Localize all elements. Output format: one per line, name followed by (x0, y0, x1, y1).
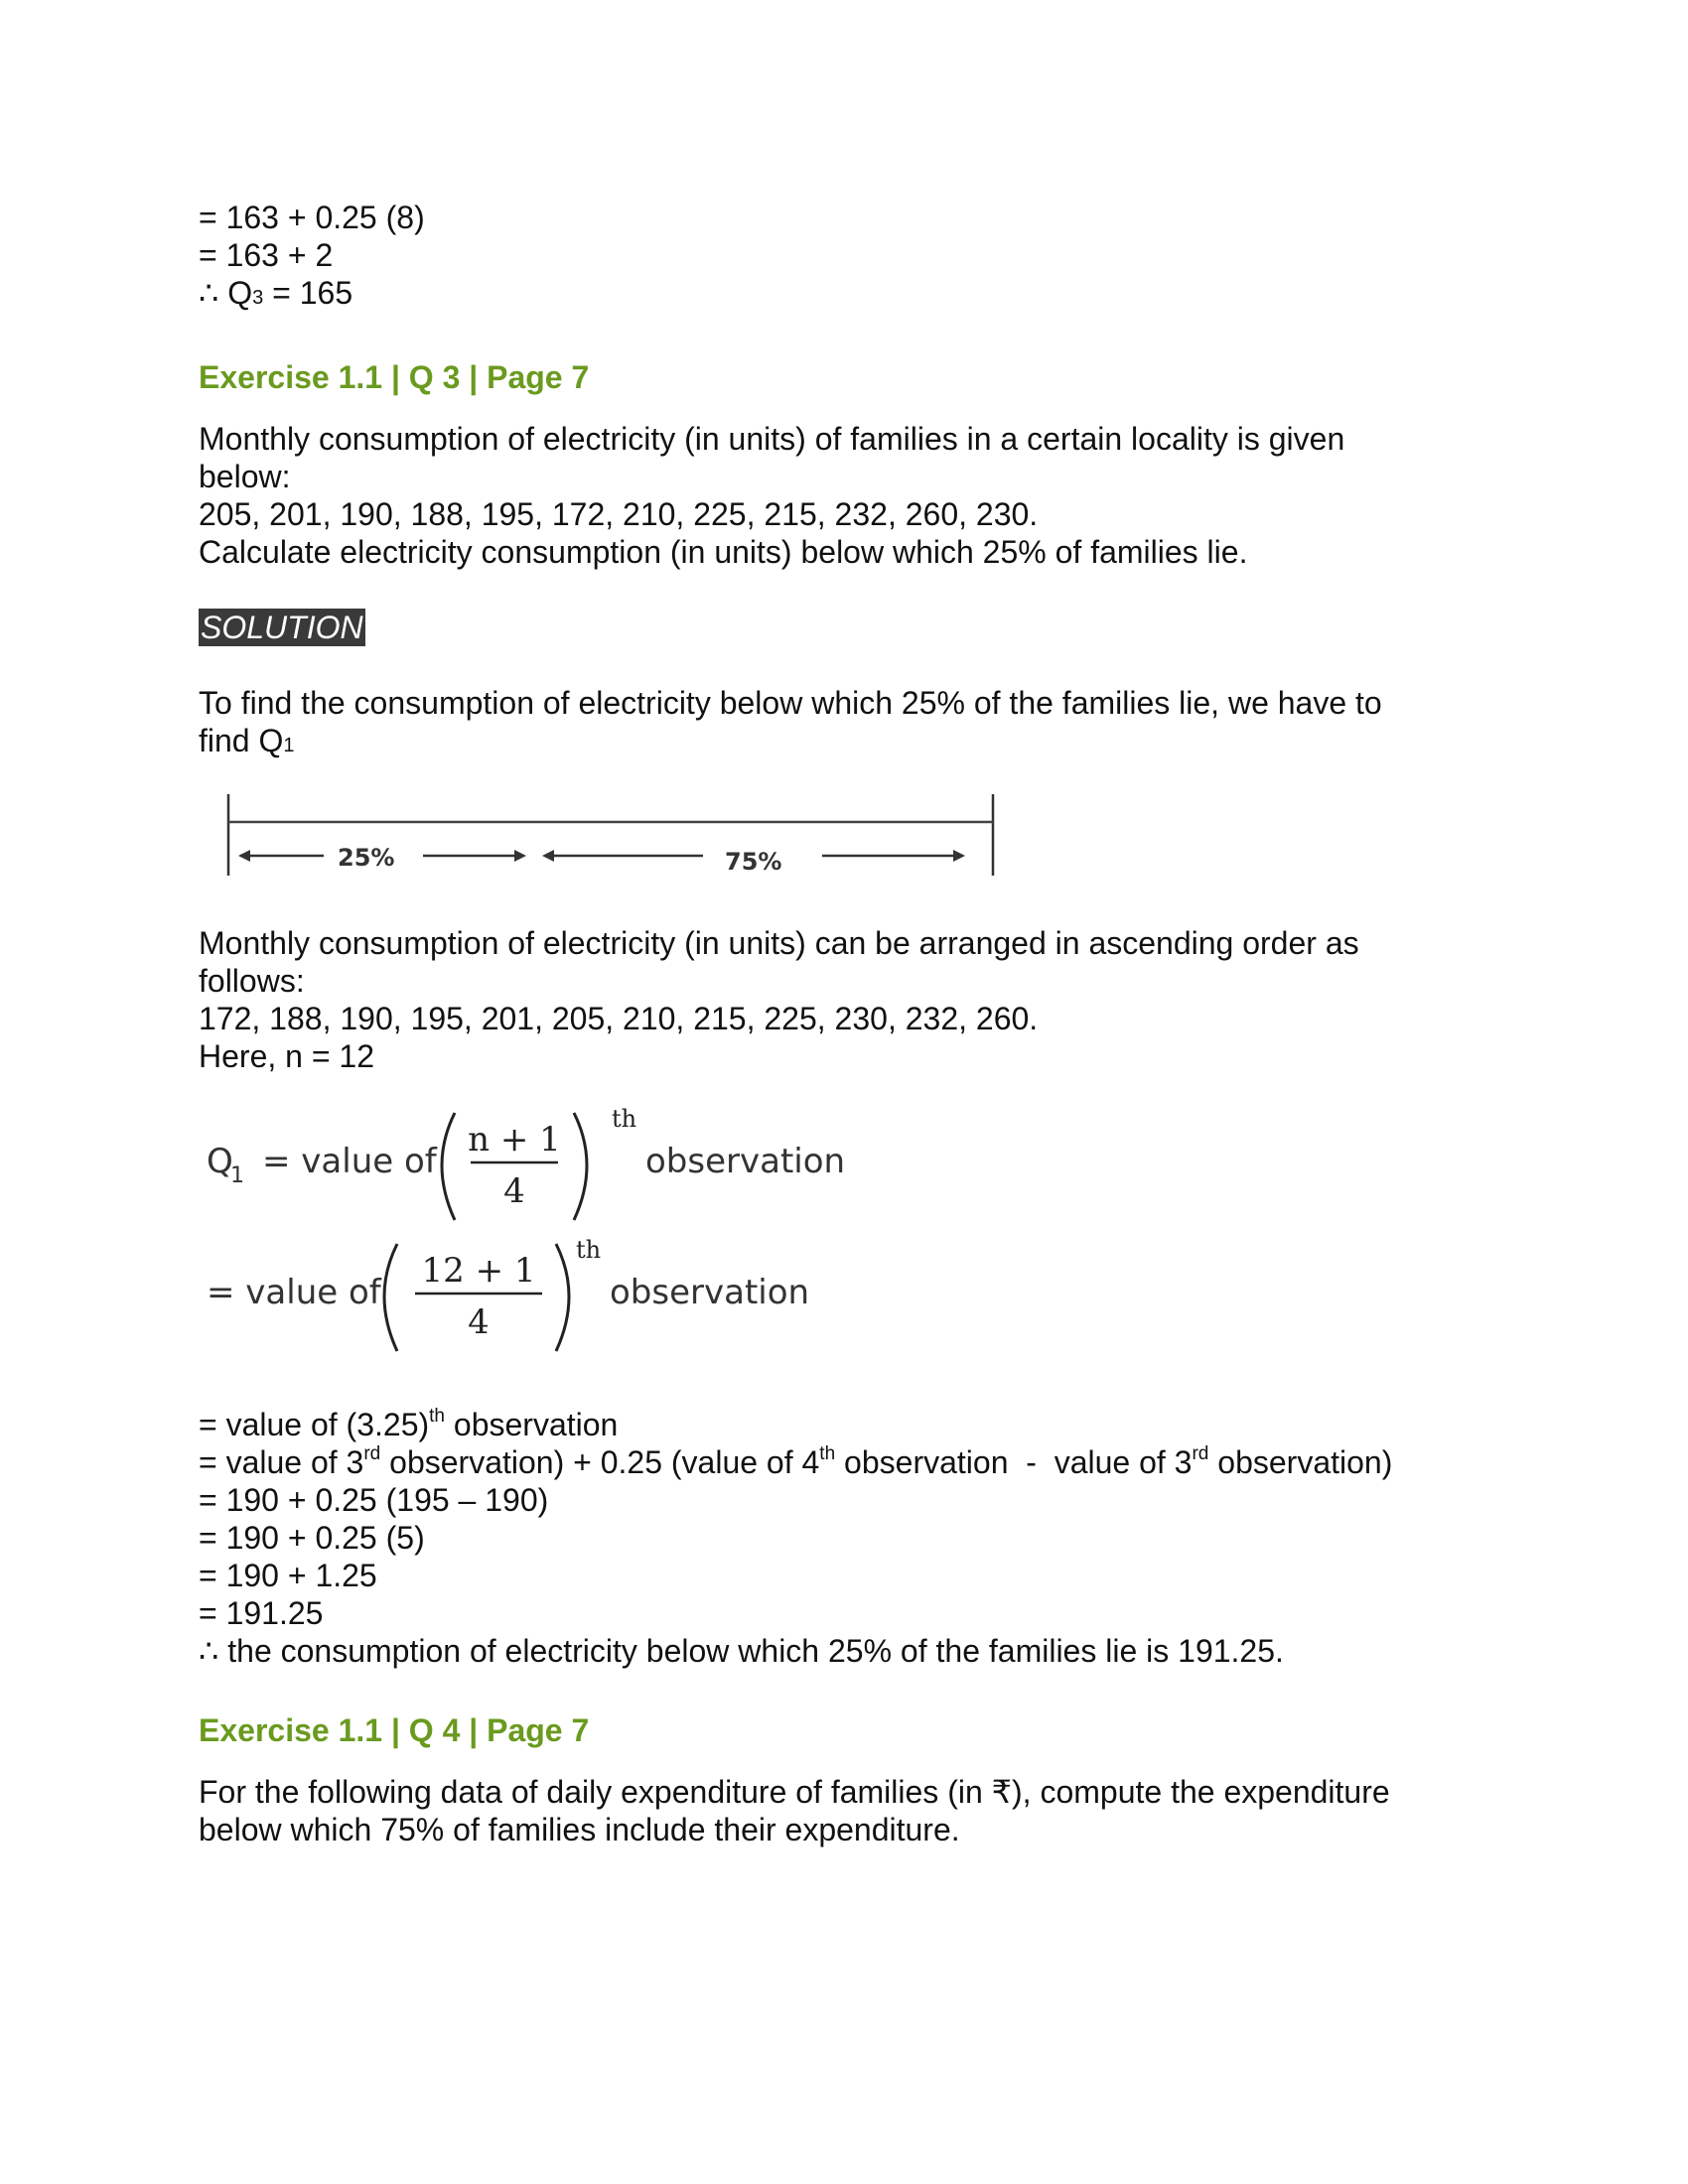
question-data-line: 205, 201, 190, 188, 195, 172, 210, 225, 215, 232, 260, 230. (199, 496, 1039, 532)
step-superscript: rd (1192, 1443, 1209, 1465)
formula-right-paren-1 (574, 1113, 587, 1220)
solution-text-prefix: find Q (199, 723, 284, 758)
step-superscript: th (429, 1406, 445, 1428)
step-line (199, 1443, 1489, 1481)
q1-subscript: 1 (283, 735, 295, 756)
formula-denominator-1: 4 (503, 1171, 525, 1211)
question-q3 (199, 420, 1489, 571)
q3-result-subscript: 3 (252, 287, 264, 309)
step-line (199, 1406, 1489, 1443)
conclusion-line: ∴ the consumption of electricity below which 25% of the families lie is 191.25. (199, 1633, 1284, 1669)
percentage-diagram-svg (226, 786, 1001, 886)
arrow-left-head-icon (238, 850, 250, 862)
formula-numerator-1: n + 1 (468, 1120, 561, 1160)
arrow-left-head-icon-2 (542, 850, 554, 862)
quartile-formula-svg (205, 1105, 900, 1373)
step-line: = 190 + 1.25 (199, 1558, 377, 1593)
solution-text-line: follows: (199, 963, 305, 999)
n-value-line: Here, n = 12 (199, 1038, 374, 1074)
formula-observation-1: observation (645, 1142, 846, 1181)
q3-result-line (199, 274, 1489, 317)
formula-observation-2: observation (610, 1273, 810, 1312)
solution-text-line: Monthly consumption of electricity (in units) can be arranged in ascending order as (199, 925, 1359, 961)
formula-right-paren-2 (556, 1244, 569, 1351)
arrangement-text (199, 924, 1489, 1075)
solution-text-line: To find the consumption of electricity below which 25% of the families lie, we have to (199, 685, 1382, 721)
step-text: observation) + 0.25 (value of 4 (380, 1444, 820, 1480)
calc-line: = 163 + 2 (199, 237, 334, 273)
solution-text-line (199, 722, 1489, 764)
exercise-heading-q4: Exercise 1.1 | Q 4 | Page 7 (199, 1712, 590, 1748)
sorted-data-line: 172, 188, 190, 195, 201, 205, 210, 215, 225, 230, 232, 260. (199, 1001, 1039, 1036)
formula-value-of-1: = value of (262, 1142, 437, 1181)
percentage-diagram (226, 786, 1489, 890)
formula-numerator-2: 12 + 1 (421, 1251, 536, 1291)
question-task-line: Calculate electricity consumption (in units) below which 25% of families lie. (199, 534, 1248, 570)
diagram-left-label: 25% (338, 844, 395, 872)
step-text: observation - value of 3 (835, 1444, 1193, 1480)
question-text-line: below which 75% of families include their expenditure. (199, 1812, 960, 1847)
arrow-right-head-icon-2 (953, 850, 965, 862)
formula-denominator-2: 4 (468, 1302, 490, 1342)
formula-value-of-2: = value of (207, 1273, 381, 1312)
page-content (199, 199, 1489, 1848)
step-text: observation) (1208, 1444, 1393, 1480)
formula-q-label: Q (207, 1142, 233, 1181)
question-q4 (199, 1773, 1489, 1848)
exercise-heading-q3: Exercise 1.1 | Q 3 | Page 7 (199, 359, 590, 395)
formula-left-paren-2 (384, 1244, 397, 1351)
diagram-right-label: 75% (725, 848, 782, 876)
step-text: observation (445, 1407, 619, 1442)
formula-th-2: th (576, 1236, 602, 1264)
step-text: = value of (3.25) (199, 1407, 430, 1442)
solution-steps (199, 1406, 1489, 1670)
question-text-line: Monthly consumption of electricity (in units) of families in a certain locality is given (199, 421, 1345, 457)
step-line: = 190 + 0.25 (5) (199, 1520, 425, 1556)
calc-line: = 163 + 0.25 (8) (199, 200, 425, 235)
step-superscript: rd (363, 1443, 381, 1465)
step-line: = 191.25 (199, 1595, 324, 1631)
arrow-right-head-icon (514, 850, 526, 862)
question-text-line: For the following data of daily expenditure of families (in ₹), compute the expenditure (199, 1774, 1390, 1810)
quartile-formula (205, 1105, 1489, 1378)
step-line: = 190 + 0.25 (195 – 190) (199, 1482, 549, 1518)
question-text-line: below: (199, 459, 291, 494)
q3-result-prefix: ∴ Q (199, 275, 253, 311)
solution-badge: SOLUTION (201, 610, 363, 645)
formula-th-1: th (612, 1105, 637, 1133)
step-superscript: th (819, 1443, 836, 1465)
formula-q-subscript: 1 (230, 1163, 244, 1188)
formula-left-paren-1 (442, 1113, 455, 1220)
solution-intro (199, 684, 1489, 764)
q3-result-suffix: = 165 (263, 275, 353, 311)
step-text: = value of 3 (199, 1444, 364, 1480)
